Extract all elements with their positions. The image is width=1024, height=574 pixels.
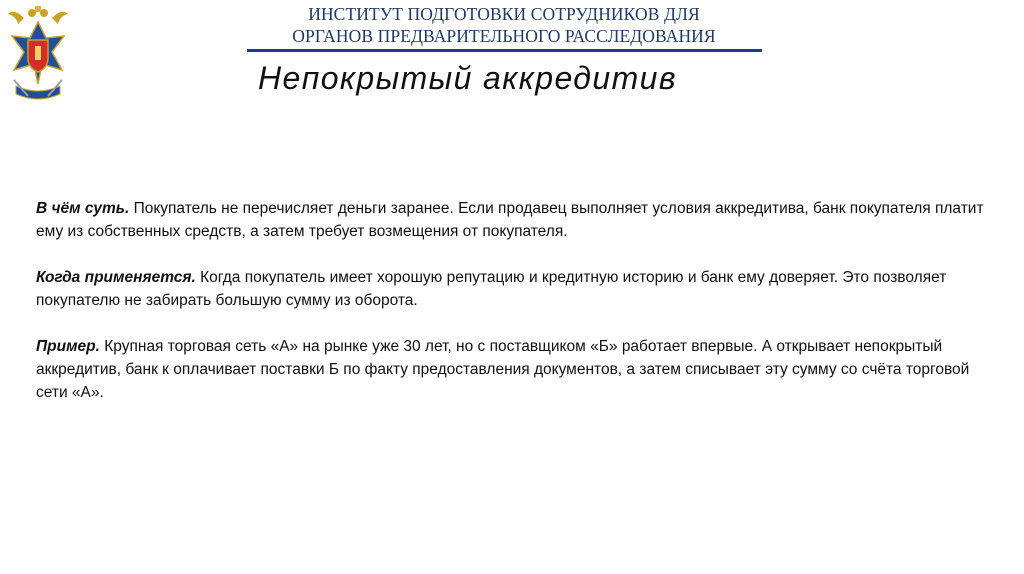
institute-title bbox=[244, 3, 764, 47]
header-divider bbox=[247, 49, 762, 52]
paragraph-lead: В чём суть. bbox=[36, 200, 130, 217]
slide-content bbox=[36, 197, 991, 427]
paragraph-lead: Пример. bbox=[36, 338, 100, 355]
paragraph-text: Покупатель не перечисляет деньги заранее. Если продавец выполняет условия аккредитива, банк покупателя платит ему из собственных средств, а затем требует возмещения от покупателя. bbox=[36, 200, 984, 240]
institute-title-line2: ОРГАНОВ ПРЕДВАРИТЕЛЬНОГО РАССЛЕДОВАНИЯ bbox=[292, 26, 716, 46]
paragraph-lead: Когда применяется. bbox=[36, 269, 196, 286]
paragraph-example bbox=[36, 335, 991, 404]
paragraph-text: Когда покупатель имеет хорошую репутацию и кредитную историю и банк ему доверяет. Это позволяет покупателю не забирать большую сумму из оборота. bbox=[36, 269, 947, 309]
institute-title-line1: ИНСТИТУТ ПОДГОТОВКИ СОТРУДНИКОВ ДЛЯ bbox=[308, 4, 700, 24]
slide-title: Непокрытый аккредитив bbox=[258, 60, 677, 96]
police-emblem-icon bbox=[4, 4, 72, 108]
paragraph-when-used bbox=[36, 266, 991, 312]
paragraph-text: Крупная торговая сеть «А» на рынке уже 30 лет, но с поставщиком «Б» работает впервые. А открывает непокрытый аккредитив, банк к оплачивает поставки Б по факту предоставления документов, а затем списывает эту сумму со счёта торговой сети «А». bbox=[36, 338, 970, 401]
paragraph-essence bbox=[36, 197, 991, 243]
